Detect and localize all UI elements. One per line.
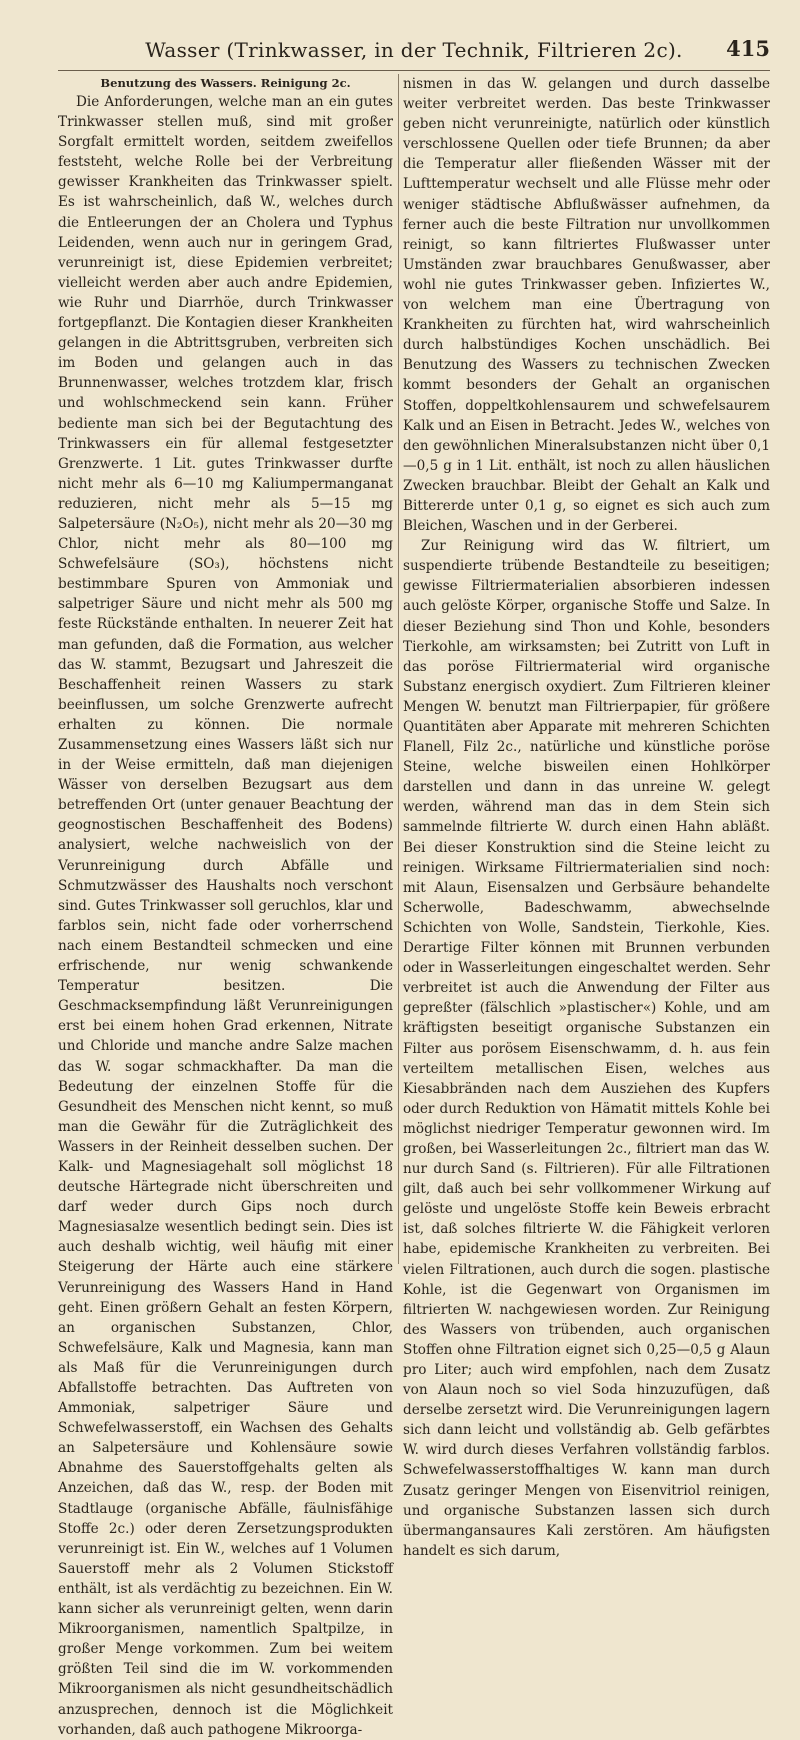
- paragraph-water-purification: Zur Reinigung wird das W. filtriert, um suspendierte trübende Bestandteile zu beseitigen; gewisse Filtriermaterialien absorbieren indessen auch gelöste Körper, organische Stoffe und Salze. In dieser Beziehung sind Thon und Kohle, besonders Tierkohle, am wirksamsten; bei Zutritt von Luft in das poröse Filtriermaterial wird organische Substanz energisch oxydiert. Zum Filtrieren kleiner Mengen W. benutzt man Filtrierpapier, für größere Quantitäten aber Apparate mit mehreren Schichten Flanell, Filz 2c., natürliche und künstliche poröse Steine, welche bisweilen einen Hohlkörper darstellen und dann in das unreine W. gelegt werden, während man das in dem Stein sich sammelnde filtrierte W. durch einen Hahn abläßt. Bei dieser Konstruktion sind die Steine leicht zu reinigen. Wirksame Filtriermaterialien sind noch: mit Alaun, Eisensalzen und Gerbsäure behandelte Scherwolle, Badeschwamm, abwechselnde Schichten von Wolle, Sandstein, Tierkohle, Kies. Derartige Filter können mit Brunnen verbunden oder in Wasserleitungen eingeschaltet werden. Sehr verbreitet ist auch die Anwendung der Filter aus gepreßter (fälschlich »plastischer«) Kohle, und am kräftigsten beseitigt organische Substanzen ein Filter aus porösem Eisenschwamm, d. h. aus fein verteiltem metallischen Eisen, welches aus Kiesabbränden nach dem Ausziehen des Kupfers oder durch Reduktion von Hämatit mittels Kohle bei möglichst niedriger Temperatur gewonnen wird. Im großen, bei Wasserleitungen 2c., filtriert man das W. nur durch Sand (s. Filtrieren). Für alle Filtrationen gilt, daß auch bei sehr vollkommener Wirkung auf gelöste und ungelöste Stoffe kein Beweis erbracht ist, daß solches filtrierte W. die Fähigkeit verloren habe, epidemische Krankheiten zu verbreiten. Bei vielen Filtrationen, auch durch die sogen. plastische Kohle, ist die Gegenwart von Organismen im filtrierten W. nachgewiesen worden. Zur Reinigung des Wassers von trübenden, auch organischen Stoffen ohne Filtration eignet sich 0,25—0,5 g Alaun pro Liter; auch wird empfohlen, nach dem Zusatz von Alaun noch so viel Soda hinzuzufügen, daß derselbe zersetzt wird. Die Verunreinigungen lagern sich dann leicht und vollständig ab. Gelb gefärbtes W. wird durch dieses Verfahren vollständig farblos. Schwefelwasserstoffhaltiges W. kann man durch Zusatz geringer Mengen von Eisenvitriol reinigen, und organische Substanzen lassen sich durch übermangansaures Kali zerstören. Am häufigsten handelt es sich darum,: [403, 538, 770, 1559]
- page-title: Wasser (Trinkwasser, in der Technik, Filtrieren 2c).: [145, 38, 683, 62]
- left-column: [58, 74, 393, 1738]
- page-header: [58, 36, 770, 68]
- running-head: Benutzung des Wassers. Reinigung 2c.: [100, 76, 351, 90]
- paragraph-drinking-water-requirements: Die Anforderungen, welche man an ein gutes Trinkwasser stellen muß, sind mit großer Sorgfalt ermittelt worden, seitdem zweifellos feststeht, welche Rolle bei der Verbreitung gewisser Krankheiten das Trinkwasser spielt. Es ist wahrscheinlich, daß W., welches durch die Entleerungen der an Cholera und Typhus Leidenden, wenn auch nur in geringem Grad, verunreinigt ist, diese Epidemien verbreitet; vielleicht werden aber auch andre Epidemien, wie Ruhr und Diarrhöe, durch Trinkwasser fortgepflanzt. Die Kontagien dieser Krankheiten gelangen in die Abtrittsgruben, verbreiten sich im Boden und gelangen auch in das Brunnenwasser, welches trotzdem klar, frisch und wohlschmeckend sein kann. Früher bediente man sich bei der Begutachtung des Trinkwassers ein für allemal festgesetzter Grenzwerte. 1 Lit. gutes Trinkwasser durfte nicht mehr als 6—10 mg Kaliumpermanganat reduzieren, nicht mehr als 5—15 mg Salpetersäure (N₂O₅), nicht mehr als 20—30 mg Chlor, nicht mehr als 80—100 mg Schwefelsäure (SO₃), höchstens nicht bestimmbare Spuren von Ammoniak und salpetriger Säure und nicht mehr als 500 mg feste Rückstände enthalten. In neuerer Zeit hat man gefunden, daß die Formation, aus welcher das W. stammt, Bezugsart und Jahreszeit die Beschaffenheit reinen Wassers zu stark beeinflussen, um solche Grenzwerte aufrecht erhalten zu können. Die normale Zusammensetzung eines Wassers läßt sich nur in der Weise ermitteln, daß man diejenigen Wässer von derselben Bezugsart aus dem betreffenden Ort (unter genauer Beachtung der geognostischen Beschaffenheit des Bodens) analysiert, welche nachweislich von der Verunreinigung durch Abfälle und Schmutzwässer des Haushalts noch verschont sind. Gutes Trinkwasser soll geruchlos, klar und farblos sein, nicht fade oder vorherrschend nach einem Bestandteil schmecken und eine erfrischende, nur wenig schwankende Temperatur besitzen. Die Geschmacksempfindung läßt Verunreinigungen erst bei einem hohen Grad erkennen, Nitrate und Chloride und manche andre Salze machen das W. sogar schmackhafter. Da man die Bedeutung der einzelnen Stoffe für die Gesundheit des Menschen nicht kennt, so muß man die Gewähr für die Zuträglichkeit des Wassers in der Reinheit desselben suchen. Der Kalk- und Magnesiagehalt soll möglichst 18 deutsche Härtegrade nicht überschreiten und darf weder durch Gips noch durch Magnesiasalze wesentlich bedingt sein. Dies ist auch deshalb wichtig, weil häufig mit einer Steigerung der Härte auch eine stärkere Verunreinigung des Wassers Hand in Hand geht. Einen größern Gehalt an festen Körpern, an organischen Substanzen, Chlor, Schwefelsäure, Kalk und Magnesia, kann man als Maß für die Verunreinigungen durch Abfallstoffe betrachten. Das Auftreten von Ammoniak, salpetriger Säure und Schwefelwasserstoff, ein Wachsen des Gehalts an Salpetersäure und Kohlensäure sowie Abnahme des Sauerstoffgehalts gelten als Anzeichen, daß das W., resp. der Boden mit Stadtlauge (organische Abfälle, fäulnisfähige Stoffe 2c.) oder deren Zersetzungsprodukten verunreinigt ist. Ein W., welches auf 1 Volumen Sauerstoff mehr als 2 Volumen Stickstoff enthält, ist als verdächtig zu bezeichnen. Ein W. kann sicher als verunreinigt gelten, wenn darin Mikroorganismen, namentlich Spaltpilze, in großer Menge vorkommen. Zum bei weitem größten Teil sind die im W. vorkommenden Mikroorganismen als nicht gesundheitschädlich anzusprechen, dennoch ist die Möglichkeit vorhanden, daß auch pathogene Mikroorga-: [58, 94, 393, 1738]
- column-divider: [398, 74, 399, 1264]
- page-number: 415: [726, 36, 770, 61]
- paragraph-best-drinking-water: nismen in das W. gelangen und durch dasselbe weiter verbreitet werden. Das beste Trinkwasser geben nicht verunreinigte, natürlich oder künstlich verschlossene Quellen oder tiefe Brunnen; da aber die Temperatur aller fließenden Wässer mit der Lufttemperatur wechselt und alle Flüsse mehr oder weniger städtische Abflußwässer aufnehmen, da ferner auch die beste Filtration nur unvollkommen reinigt, so kann filtriertes Flußwasser unter Umständen zwar brauchbares Genußwasser, aber wohl nie gutes Trinkwasser geben. Infiziertes W., von welchem man eine Übertragung von Krankheiten zu fürchten hat, wird wahrscheinlich durch halbstündiges Kochen unschädlich. Bei Benutzung des Wassers zu technischen Zwecken kommt besonders der Gehalt an organischen Stoffen, doppeltkohlensaurem und schwefelsaurem Kalk und an Eisen in Betracht. Jedes W., welches von den gewöhnlichen Mineralsubstanzen nicht über 0,1—0,5 g in 1 Lit. enthält, ist noch zu allen häuslichen Zwecken brauchbar. Bleibt der Gehalt an Kalk und Bittererde unter 0,1 g, so eignet es sich auch zum Bleichen, Waschen und in der Gerberei.: [403, 76, 770, 535]
- header-rule: [58, 70, 770, 71]
- right-column: [403, 74, 770, 1559]
